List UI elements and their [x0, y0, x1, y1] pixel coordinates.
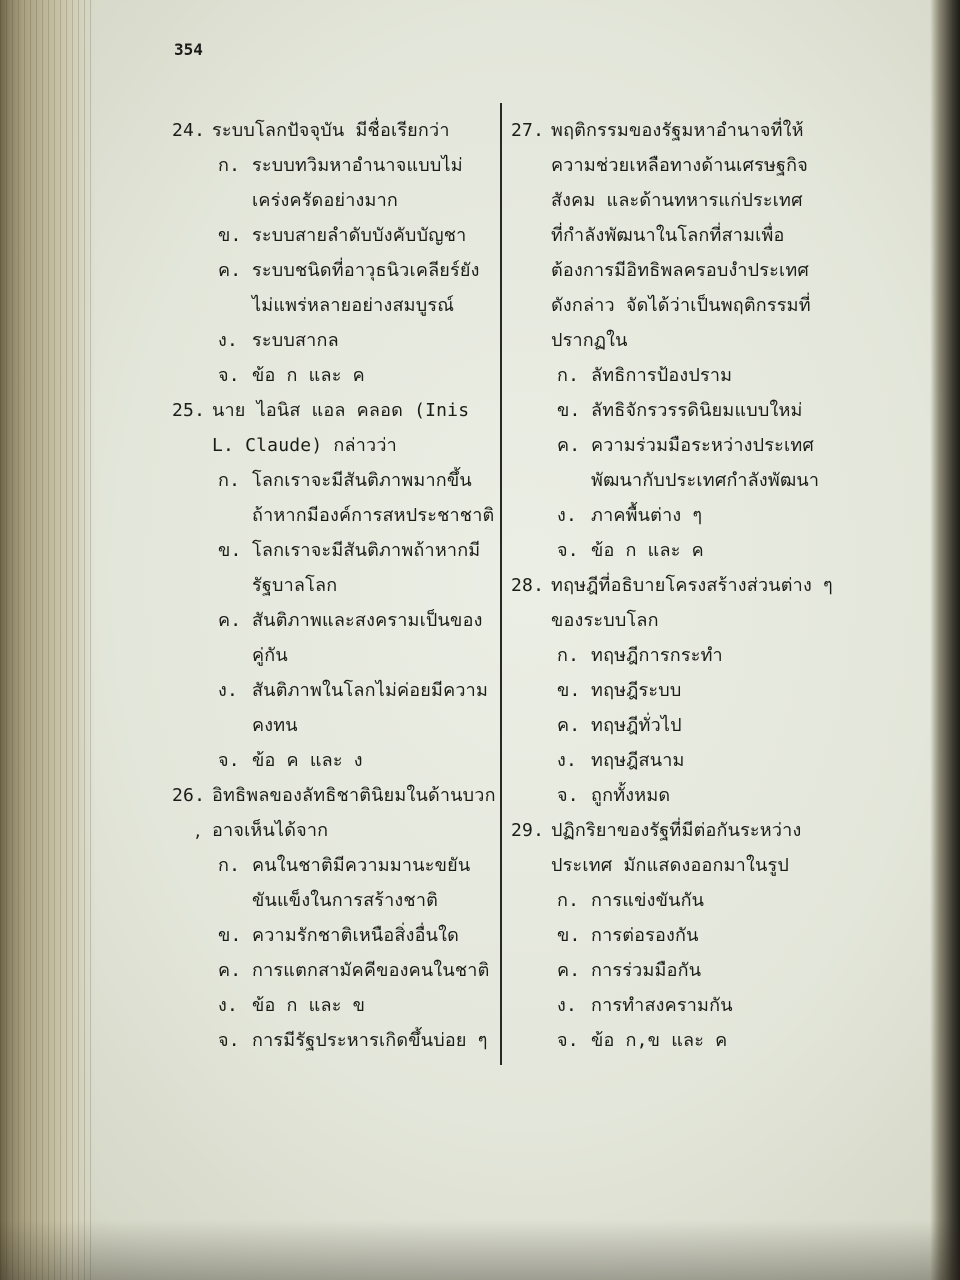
answer-option — [511, 953, 856, 988]
question-line — [172, 778, 496, 813]
option-text: ข้อ ค และ ง — [252, 750, 363, 771]
option-text: ทฤษฎีการกระทำ — [591, 645, 723, 666]
question-text: ต้องการมีอิทธิพลครอบงำประเทศ — [551, 260, 810, 281]
question-text: ปฏิกริยาของรัฐที่มีต่อกันระหว่าง — [551, 820, 802, 841]
option-text: ข้อ ก และ ค — [252, 365, 365, 386]
option-text: ขันแข็งในการสร้างชาติ — [252, 890, 439, 911]
option-label: ง. — [557, 995, 578, 1016]
answer-option — [172, 288, 492, 323]
answer-option — [511, 918, 856, 953]
page-number: 354 — [174, 40, 203, 59]
question-number: 27. — [511, 120, 545, 141]
question-line — [172, 113, 492, 148]
option-text: ระบบสายลำดับบังคับบัญชา — [252, 225, 467, 246]
option-label: ข. — [218, 225, 242, 246]
question-line — [172, 393, 492, 428]
answer-option — [172, 323, 492, 358]
option-text: โลกเราจะมีสันติภาพมากขึ้น — [252, 470, 472, 491]
option-text: คนในชาติมีความมานะขยัน — [252, 855, 471, 876]
answer-option — [511, 393, 856, 428]
answer-option — [172, 533, 492, 568]
option-label: จ. — [218, 750, 240, 771]
option-text: รัฐบาลโลก — [252, 575, 338, 596]
question-text: ระบบโลกปัจจุบัน มีชื่อเรียกว่า — [212, 120, 450, 141]
question-number: 28. — [511, 575, 545, 596]
option-label: ค. — [218, 610, 242, 631]
option-text: เคร่งครัดอย่างมาก — [252, 190, 398, 211]
answer-option — [172, 148, 492, 183]
question-text: พฤติกรรมของรัฐมหาอำนาจที่ให้ — [551, 120, 804, 141]
answer-option — [511, 778, 856, 813]
option-label: ก. — [218, 855, 241, 876]
option-text: พัฒนากับประเทศกำลังพัฒนา — [591, 470, 820, 491]
question-line — [511, 603, 856, 638]
option-text: ถ้าหากมีองค์การสหประชาชาติ — [252, 505, 495, 526]
option-text: ความร่วมมือระหว่างประเทศ — [591, 435, 815, 456]
question-line — [511, 148, 856, 183]
answer-option — [172, 673, 492, 708]
option-label: ก. — [557, 645, 580, 666]
answer-option — [172, 463, 492, 498]
option-text: ทฤษฎีสนาม — [591, 750, 685, 771]
option-label: ง. — [218, 995, 239, 1016]
option-text: ระบบสากล — [252, 330, 339, 351]
question-block — [511, 113, 856, 568]
option-text: สันติภาพในโลกไม่ค่อยมีความ — [252, 680, 489, 701]
option-text: การร่วมมือกัน — [591, 960, 702, 981]
option-label: ก. — [218, 155, 241, 176]
question-text: อาจเห็นได้จาก — [212, 820, 329, 841]
answer-option — [172, 883, 492, 918]
option-text: การทำสงครามกัน — [591, 995, 733, 1016]
option-text: ข้อ ก,ข และ ค — [591, 1030, 728, 1051]
option-label: ข. — [557, 680, 581, 701]
option-label: จ. — [218, 365, 240, 386]
option-text: ภาคพื้นต่าง ๆ — [591, 505, 703, 526]
question-text: ทฤษฎีที่อธิบายโครงสร้างส่วนต่าง ๆ — [551, 575, 833, 596]
answer-option — [511, 743, 856, 778]
option-label: ค. — [218, 960, 242, 981]
bottom-shadow — [0, 1220, 960, 1280]
question-line — [511, 848, 856, 883]
answer-option — [511, 498, 856, 533]
option-text: ความรักชาติเหนือสิ่งอื่นใด — [252, 925, 460, 946]
option-label: จ. — [557, 1030, 579, 1051]
question-text: ปรากฏใน — [551, 330, 628, 351]
answer-option — [172, 918, 492, 953]
option-label: ค. — [557, 435, 581, 456]
question-text: L. Claude) กล่าวว่า — [212, 435, 397, 456]
answer-option — [172, 568, 492, 603]
column-divider — [500, 103, 502, 1065]
option-label: จ. — [557, 785, 579, 806]
option-label: จ. — [557, 540, 579, 561]
option-label: ง. — [218, 680, 239, 701]
answer-option — [172, 988, 492, 1023]
option-text: การต่อรองกัน — [591, 925, 699, 946]
question-line — [172, 813, 492, 848]
question-text: ของระบบโลก — [551, 610, 659, 631]
option-label: ข. — [218, 925, 242, 946]
answer-option — [511, 358, 856, 393]
answer-option — [511, 988, 856, 1023]
answer-option — [511, 708, 856, 743]
question-line — [511, 253, 856, 288]
option-text: การแข่งขันกัน — [591, 890, 705, 911]
option-label: จ. — [218, 1030, 240, 1051]
option-text: โลกเราจะมีสันติภาพถ้าหากมี — [252, 540, 481, 561]
answer-option — [511, 638, 856, 673]
option-text: ทฤษฎีระบบ — [591, 680, 682, 701]
question-number: 24. — [172, 120, 206, 141]
answer-option — [172, 848, 492, 883]
question-text: ประเทศ มักแสดงออกมาในรูป — [551, 855, 789, 876]
option-label: ง. — [557, 750, 578, 771]
question-text: ความช่วยเหลือทางด้านเศรษฐกิจ — [551, 155, 809, 176]
question-text: สังคม และด้านทหารแก่ประเทศ — [551, 190, 803, 211]
answer-option — [511, 673, 856, 708]
option-text: ไม่แพร่หลายอย่างสมบูรณ์ — [252, 295, 455, 316]
right-column — [511, 113, 856, 1058]
question-number: 29. — [511, 820, 545, 841]
option-text: คงทน — [252, 715, 298, 736]
question-block — [511, 568, 856, 813]
answer-option — [172, 498, 495, 533]
question-block — [172, 113, 492, 393]
page-shadow-edge — [930, 0, 960, 1280]
question-line — [511, 813, 856, 848]
question-text: ดังกล่าว จัดได้ว่าเป็นพฤติกรรมที่ — [551, 295, 811, 316]
option-text: ลัทธิการป้องปราม — [591, 365, 733, 386]
option-label: ง. — [218, 330, 239, 351]
option-label: ง. — [557, 505, 578, 526]
answer-option — [511, 428, 856, 463]
option-text: สันติภาพและสงครามเป็นของ — [252, 610, 483, 631]
option-text: ทฤษฎีทั่วไป — [591, 715, 682, 736]
question-number: 25. — [172, 400, 206, 421]
answer-option — [172, 218, 492, 253]
question-block — [172, 778, 496, 1058]
option-label: ค. — [557, 715, 581, 736]
answer-option — [172, 953, 492, 988]
answer-option — [511, 883, 856, 918]
option-label: ข. — [557, 925, 581, 946]
question-block — [511, 813, 856, 1058]
option-label: ข. — [218, 540, 242, 561]
question-number: 26. — [172, 785, 206, 806]
question-line — [511, 113, 856, 148]
option-text: ระบบชนิดที่อาวุธนิวเคลียร์ยัง — [252, 260, 480, 281]
option-label: ก. — [557, 365, 580, 386]
margin-mark: , — [193, 822, 203, 841]
option-text: ลัทธิจักรวรรดินิยมแบบใหม่ — [591, 400, 803, 421]
option-label: ค. — [218, 260, 242, 281]
question-line — [172, 428, 492, 463]
option-label: ข. — [557, 400, 581, 421]
answer-option — [172, 708, 492, 743]
answer-option — [172, 638, 492, 673]
answer-option — [172, 603, 492, 638]
option-text: ระบบทวิมหาอำนาจแบบไม่ — [252, 155, 463, 176]
option-text: ข้อ ก และ ข — [252, 995, 366, 1016]
answer-option — [172, 253, 492, 288]
answer-option — [511, 463, 856, 498]
answer-option — [172, 743, 492, 778]
question-block — [172, 393, 495, 778]
answer-option — [511, 1023, 856, 1058]
question-line — [511, 218, 856, 253]
question-text: ที่กำลังพัฒนาในโลกที่สามเพื่อ — [551, 225, 785, 246]
option-text: การแตกสามัคคีของคนในชาติ — [252, 960, 490, 981]
question-text: นาย ไอนิส แอล คลอด (Inis — [212, 400, 470, 421]
option-text: ข้อ ก และ ค — [591, 540, 704, 561]
question-line — [511, 288, 856, 323]
option-label: ก. — [557, 890, 580, 911]
question-line — [511, 568, 856, 603]
answer-option — [172, 183, 492, 218]
question-line — [511, 183, 856, 218]
book-spine-edge — [0, 0, 95, 1280]
option-label: ก. — [218, 470, 241, 491]
answer-option — [172, 1023, 492, 1058]
left-column — [172, 113, 496, 1058]
option-text: ถูกทั้งหมด — [591, 785, 671, 806]
answer-option — [172, 358, 492, 393]
option-text: คู่กัน — [252, 645, 288, 666]
option-label: ค. — [557, 960, 581, 981]
option-text: การมีรัฐประหารเกิดขึ้นบ่อย ๆ — [252, 1030, 488, 1051]
question-line — [511, 323, 856, 358]
answer-option — [511, 533, 856, 568]
question-text: อิทธิพลของลัทธิชาตินิยมในด้านบวก — [212, 785, 496, 806]
